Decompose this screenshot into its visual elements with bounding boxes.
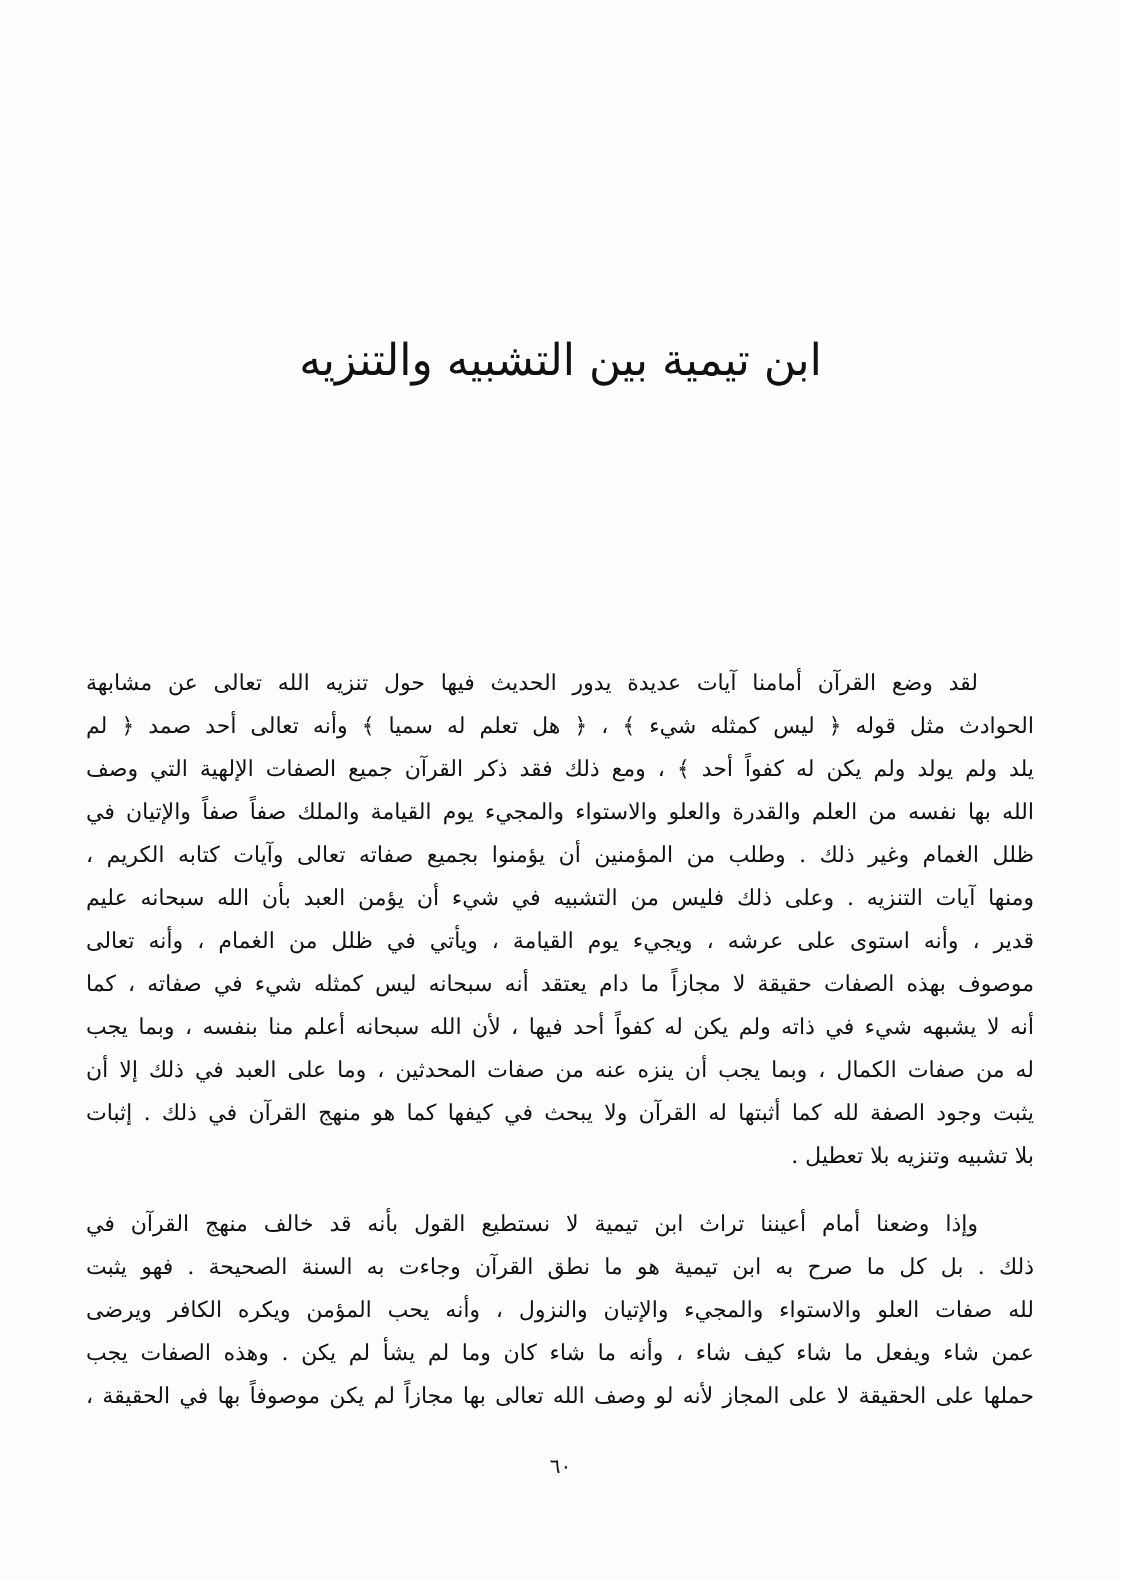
text-line: بلا تشبيه وتنزيه بلا تعطيل . [791, 1144, 1034, 1169]
text-line: لله صفات العلو والاستواء والمجيء والإتيان والنزول ، وأنه يحب المؤمن ويكره الكافر ويرضى [86, 1298, 1034, 1323]
text-line: يثبت وجود الصفة لله كما أثبتها له القرآن ولا يبحث في كيفها كما هو منهج القرآن في ذلك . إثبات [86, 1101, 1034, 1126]
text-line: موصوف بهذه الصفات حقيقة لا مجازاً ما دام يعتقد أنه سبحانه ليس كمثله شيء في صفاته ، كما [86, 972, 1034, 997]
text-line: أنه لا يشبهه شيء في ذاته ولم يكن له كفواً أحد فيها ، لأن الله سبحانه أعلم منا بنفسه ، وبما يجب [86, 1015, 1034, 1040]
paragraph-2 [86, 1203, 1034, 1418]
paragraph-gap [86, 1178, 1034, 1203]
paragraph-1 [86, 662, 1034, 1178]
text-line: وإذا وضعنا أمام أعيننا تراث ابن تيمية لا نستطيع القول بأنه قد خالف منهج القرآن في [86, 1212, 978, 1237]
text-line: ذلك . بل كل ما صرح به ابن تيمية هو ما نطق القرآن وجاءت به السنة الصحيحة . فهو يثبت [86, 1255, 1034, 1280]
text-line: له من صفات الكمال ، وبما يجب أن ينزه عنه من صفات المحدثين ، وما على العبد في ذلك إلا أن [86, 1058, 1034, 1083]
text-line: حملها على الحقيقة لا على المجاز لأنه لو وصف الله تعالى بها مجازاً لم يكن موصوفاً بها في الحقيقة ، [86, 1384, 1034, 1409]
page-number: ٦٠ [549, 1454, 572, 1478]
text-line: الحوادث مثل قوله ﴿ ليس كمثله شيء ﴾ ، ﴿ هل تعلم له سميا ﴾ وأنه تعالى أحد صمد ﴿ لم [86, 714, 1034, 739]
body-text [86, 662, 1034, 1418]
text-line: قدير ، وأنه استوى على عرشه ، ويجيء يوم القيامة ، ويأتي في ظلل من الغمام ، وأنه تعالى [86, 929, 1034, 954]
text-line: لقد وضع القرآن أمامنا آيات عديدة يدور الحديث فيها حول تنزيه الله تعالى عن مشابهة [86, 671, 978, 696]
text-line: ظلل الغمام وغير ذلك . وطلب من المؤمنين أن يؤمنوا بجميع صفاته تعالى وآيات كتابه الكريم ، [86, 843, 1034, 868]
text-line: يلد ولم يولد ولم يكن له كفواً أحد ﴾ ، ومع ذلك فقد ذكر القرآن جميع الصفات الإلهية التي وصف [86, 757, 1034, 782]
text-line: الله بها نفسه من العلم والقدرة والعلو والاستواء والمجيء يوم القيامة والملك صفاً صفاً والإتيان في [86, 800, 1034, 825]
text-line: عمن شاء ويفعل ما شاء كيف شاء ، وأنه ما شاء كان وما لم يشأ لم يكن . وهذه الصفات يجب [86, 1341, 1034, 1366]
chapter-title: ابن تيمية بين التشبيه والتنزيه [299, 335, 822, 386]
text-line: ومنها آيات التنزيه . وعلى ذلك فليس من التشبيه في شيء أن يؤمن العبد بأن الله سبحانه عليم [86, 886, 1034, 911]
